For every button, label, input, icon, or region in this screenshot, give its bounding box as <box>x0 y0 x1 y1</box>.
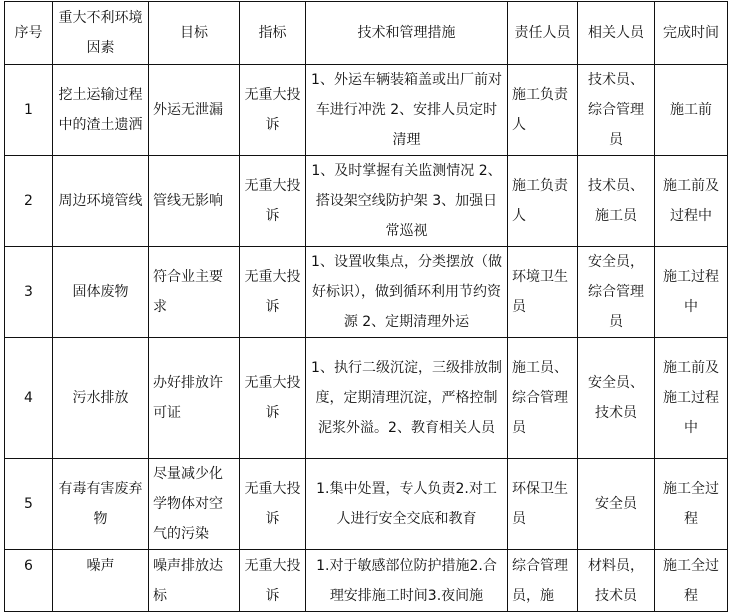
cell-factor: 有毒有害废弃物 <box>53 459 149 550</box>
cell-target: 外运无泄漏 <box>149 65 240 156</box>
cell-seq: 1 <box>5 65 53 156</box>
header-target: 目标 <box>149 2 240 65</box>
cell-factor: 污水排放 <box>53 338 149 459</box>
cell-measures: 1.对于敏感部位防护措施2.合理安排施工时间3.夜间施 <box>306 550 508 612</box>
header-time: 完成时间 <box>655 2 728 65</box>
cell-measures: 1、执行二级沉淀，三级排放制度，定期清理沉淀，严格控制泥浆外溢。2、教育相关人员 <box>306 338 508 459</box>
header-related: 相关人员 <box>578 2 655 65</box>
header-factor: 重大不利环境因素 <box>53 2 149 65</box>
cell-responsible: 环保卫生员 <box>508 459 578 550</box>
table-row <box>5 338 728 459</box>
cell-factor: 噪声 <box>53 550 149 612</box>
cell-time: 施工全过程 <box>655 550 728 612</box>
cell-factor: 挖土运输过程中的渣土遗洒 <box>53 65 149 156</box>
header-row <box>5 2 728 65</box>
cell-indicator: 无重大投诉 <box>240 156 306 247</box>
cell-time: 施工前及过程中 <box>655 156 728 247</box>
cell-target: 尽量减少化学物体对空气的污染 <box>149 459 240 550</box>
cell-measures: 1.集中处置，专人负责2.对工人进行安全交底和教育 <box>306 459 508 550</box>
table-row <box>5 247 728 338</box>
cell-related: 材料员，技术员 <box>578 550 655 612</box>
cell-related: 安全员、技术员 <box>578 338 655 459</box>
header-seq: 序号 <box>5 2 53 65</box>
cell-measures: 1、及时掌握有关监测情况 2、搭设架空线防护架 3、加强日常巡视 <box>306 156 508 247</box>
cell-indicator: 无重大投诉 <box>240 550 306 612</box>
cell-related: 技术员、施工员 <box>578 156 655 247</box>
cell-related: 安全员，综合管理员 <box>578 247 655 338</box>
cell-responsible: 施工员、综合管理员 <box>508 338 578 459</box>
table-row <box>5 65 728 156</box>
cell-target: 噪声排放达标 <box>149 550 240 612</box>
header-responsible: 责任人员 <box>508 2 578 65</box>
cell-responsible: 施工负责人 <box>508 156 578 247</box>
cell-seq: 2 <box>5 156 53 247</box>
cell-factor: 周边环境管线 <box>53 156 149 247</box>
environment-factor-table <box>4 1 728 612</box>
cell-related: 技术员、综合管理员 <box>578 65 655 156</box>
cell-related: 安全员 <box>578 459 655 550</box>
header-measures: 技术和管理措施 <box>306 2 508 65</box>
header-indicator: 指标 <box>240 2 306 65</box>
cell-target: 管线无影响 <box>149 156 240 247</box>
cell-seq: 6 <box>5 550 53 612</box>
cell-target: 办好排放许可证 <box>149 338 240 459</box>
cell-measures: 1、外运车辆装箱盖或出厂前对车进行冲洗 2、安排人员定时清理 <box>306 65 508 156</box>
cell-time: 施工全过程 <box>655 459 728 550</box>
cell-indicator: 无重大投诉 <box>240 247 306 338</box>
table-row <box>5 550 728 612</box>
table-row <box>5 156 728 247</box>
cell-time: 施工前及施工过程中 <box>655 338 728 459</box>
cell-target: 符合业主要求 <box>149 247 240 338</box>
cell-factor: 固体废物 <box>53 247 149 338</box>
cell-responsible: 综合管理员，施 <box>508 550 578 612</box>
cell-seq: 3 <box>5 247 53 338</box>
cell-responsible: 施工负责人 <box>508 65 578 156</box>
cell-measures: 1、设置收集点，分类摆放（做好标识），做到循环利用节约资源 2、定期清理外运 <box>306 247 508 338</box>
table-row <box>5 459 728 550</box>
cell-time: 施工过程中 <box>655 247 728 338</box>
cell-indicator: 无重大投诉 <box>240 459 306 550</box>
cell-seq: 5 <box>5 459 53 550</box>
cell-seq: 4 <box>5 338 53 459</box>
cell-responsible: 环境卫生员 <box>508 247 578 338</box>
cell-time: 施工前 <box>655 65 728 156</box>
cell-indicator: 无重大投诉 <box>240 338 306 459</box>
cell-indicator: 无重大投诉 <box>240 65 306 156</box>
